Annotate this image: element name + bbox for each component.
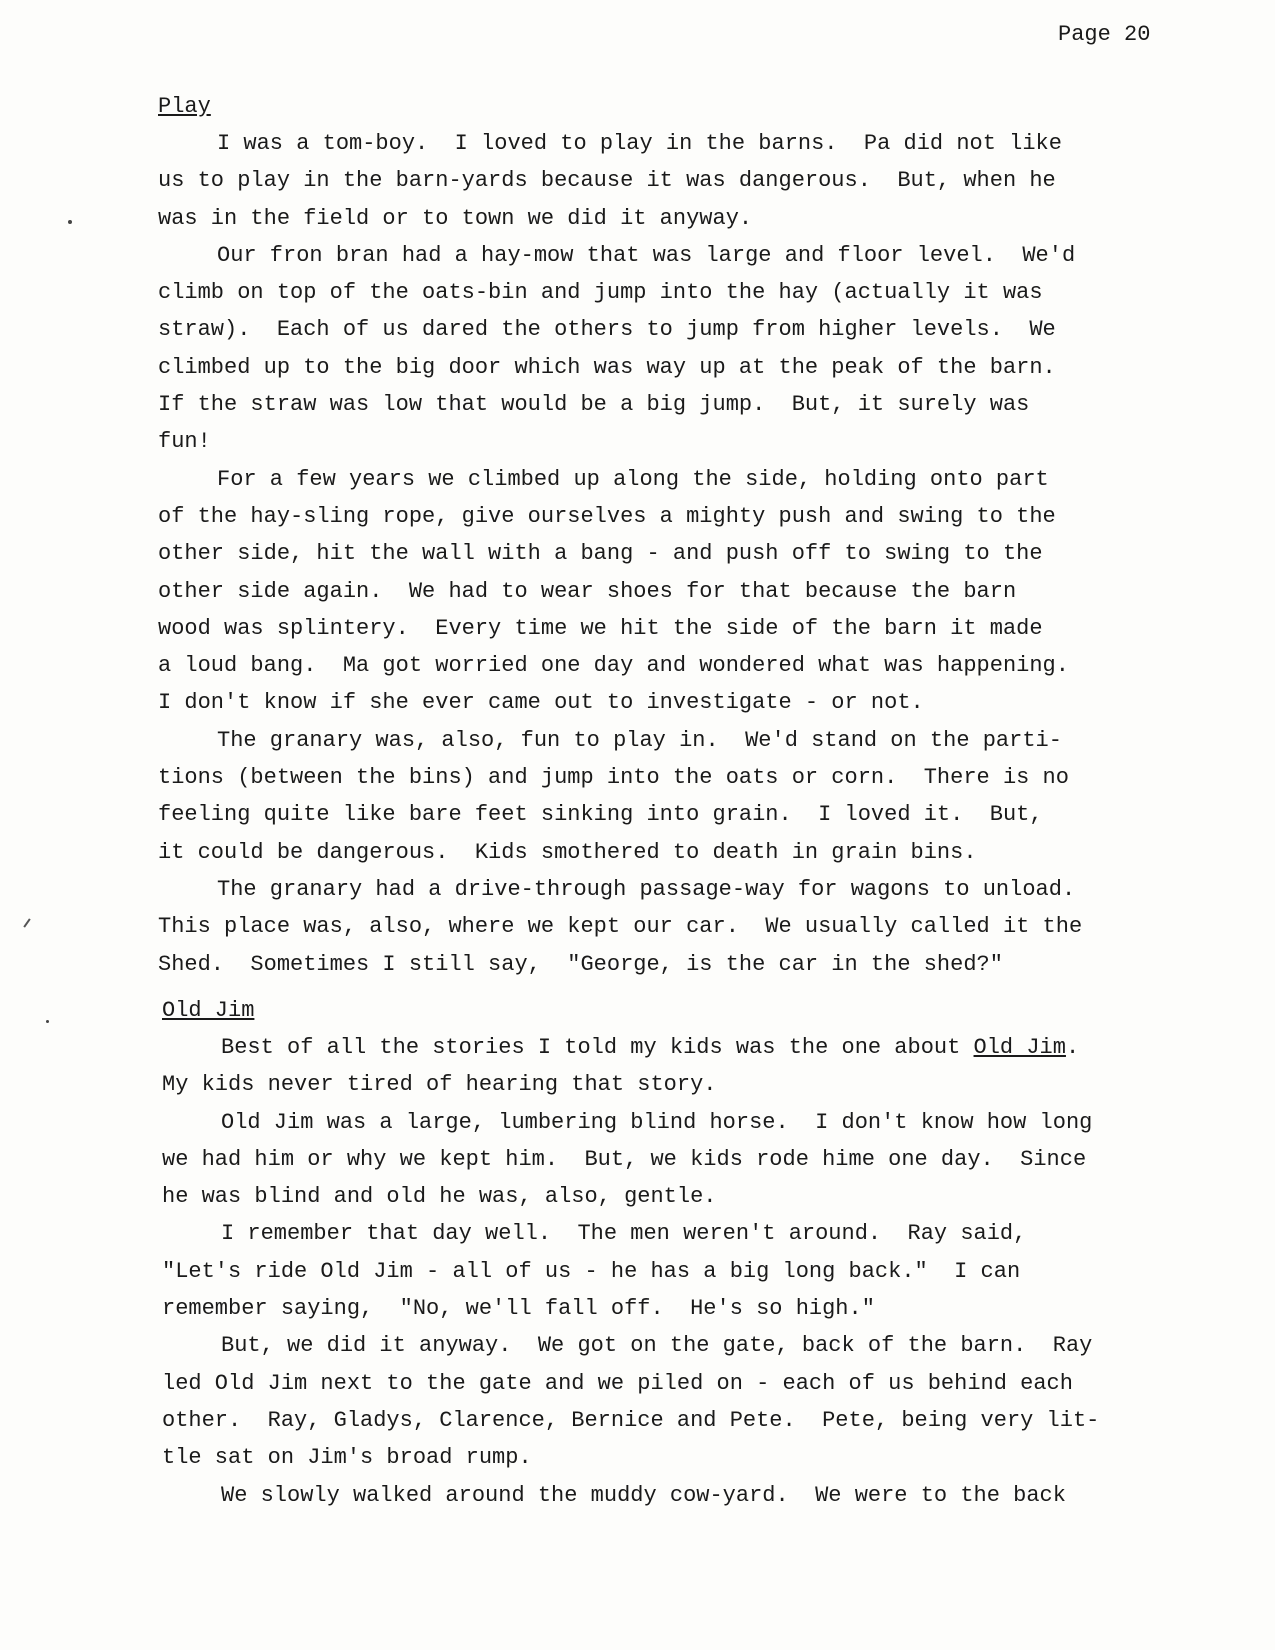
text-line: I was a tom-boy. I loved to play in the barns. Pa did not like bbox=[217, 131, 1062, 156]
section-body bbox=[162, 1066, 1099, 1514]
text-line: tions (between the bins) and jump into the oats or corn. There is no bbox=[158, 765, 1069, 791]
section-title: Old Jim bbox=[162, 998, 255, 1023]
text-line: us to play in the barn-yards because it was dangerous. But, when he bbox=[158, 168, 1056, 194]
text-line: other side again. We had to wear shoes for that because the barn bbox=[158, 578, 1017, 604]
scan-speck bbox=[46, 1020, 49, 1023]
text-line: I don't know if she ever came out to investigate - or not. bbox=[158, 690, 924, 716]
section-play bbox=[158, 88, 1082, 983]
text-line: climbed up to the big door which was way up at the peak of the barn. bbox=[158, 354, 1056, 380]
text-line: Our fron bran had a hay-mow that was large and floor level. We'd bbox=[217, 242, 1076, 268]
text-line: This place was, also, where we kept our car. We usually called it the bbox=[158, 914, 1083, 940]
text-line: If the straw was low that would be a big jump. But, it surely was bbox=[158, 392, 1030, 418]
text-line: fun! bbox=[158, 429, 211, 455]
text-line: Old Jim was a large, lumbering blind horse. I don't know how long bbox=[221, 1109, 1093, 1135]
text-line: I remember that day well. The men weren't around. Ray said, bbox=[221, 1221, 1027, 1247]
text-line: But, we did it anyway. We got on the gate, back of the barn. Ray bbox=[221, 1333, 1093, 1359]
text-line: My kids never tired of hearing that story. bbox=[162, 1072, 717, 1098]
page-number: Page 20 bbox=[1058, 22, 1151, 47]
text-line: other. Ray, Gladys, Clarence, Bernice and Pete. Pete, being very lit- bbox=[162, 1407, 1100, 1433]
text-line: it could be dangerous. Kids smothered to death in grain bins. bbox=[158, 839, 977, 865]
story-title-reference: Old Jim bbox=[973, 1035, 1066, 1060]
text-line: other side, hit the wall with a bang - and push off to swing to the bbox=[158, 541, 1043, 567]
section-old-jim bbox=[162, 992, 1099, 1514]
text-line: a loud bang. Ma got worried one day and wondered what was happening. bbox=[158, 653, 1069, 679]
text-line: "Let's ride Old Jim - all of us - he has a big long back." I can bbox=[162, 1258, 1021, 1284]
text-line: The granary had a drive-through passage-way for wagons to unload. bbox=[217, 876, 1076, 902]
text-line: wood was splintery. Every time we hit the side of the barn it made bbox=[158, 615, 1043, 641]
text-line: was in the field or to town we did it anyway. bbox=[158, 205, 753, 231]
text-line: The granary was, also, fun to play in. We'd stand on the parti- bbox=[217, 727, 1062, 753]
text-line: straw). Each of us dared the others to jump from higher levels. We bbox=[158, 317, 1056, 343]
scan-speck bbox=[68, 220, 72, 224]
text-line: feeling quite like bare feet sinking into grain. I loved it. But, bbox=[158, 802, 1043, 828]
text-run: . bbox=[1065, 1035, 1080, 1060]
scan-mark bbox=[23, 918, 30, 927]
text-line: Shed. Sometimes I still say, "George, is the car in the shed?" bbox=[158, 951, 1003, 977]
text-line bbox=[162, 1029, 1099, 1066]
section-body bbox=[158, 125, 1082, 983]
text-line: climb on top of the oats-bin and jump into the hay (actually it was bbox=[158, 280, 1043, 306]
text-line: he was blind and old he was, also, gentle. bbox=[162, 1184, 717, 1210]
text-line: led Old Jim next to the gate and we piled on - each of us behind each bbox=[162, 1370, 1073, 1396]
section-title: Play bbox=[158, 94, 211, 119]
text-line: remember saying, "No, we'll fall off. He's so high." bbox=[162, 1296, 875, 1322]
text-line: For a few years we climbed up along the side, holding onto part bbox=[217, 466, 1049, 492]
text-line: of the hay-sling rope, give ourselves a mighty push and swing to the bbox=[158, 503, 1056, 529]
text-line: We slowly walked around the muddy cow-yard. We were to the back bbox=[221, 1482, 1066, 1508]
text-line: we had him or why we kept him. But, we kids rode hime one day. Since bbox=[162, 1146, 1087, 1172]
text-line: tle sat on Jim's broad rump. bbox=[162, 1445, 532, 1471]
text-run: Best of all the stories I told my kids was the one about bbox=[221, 1035, 974, 1060]
